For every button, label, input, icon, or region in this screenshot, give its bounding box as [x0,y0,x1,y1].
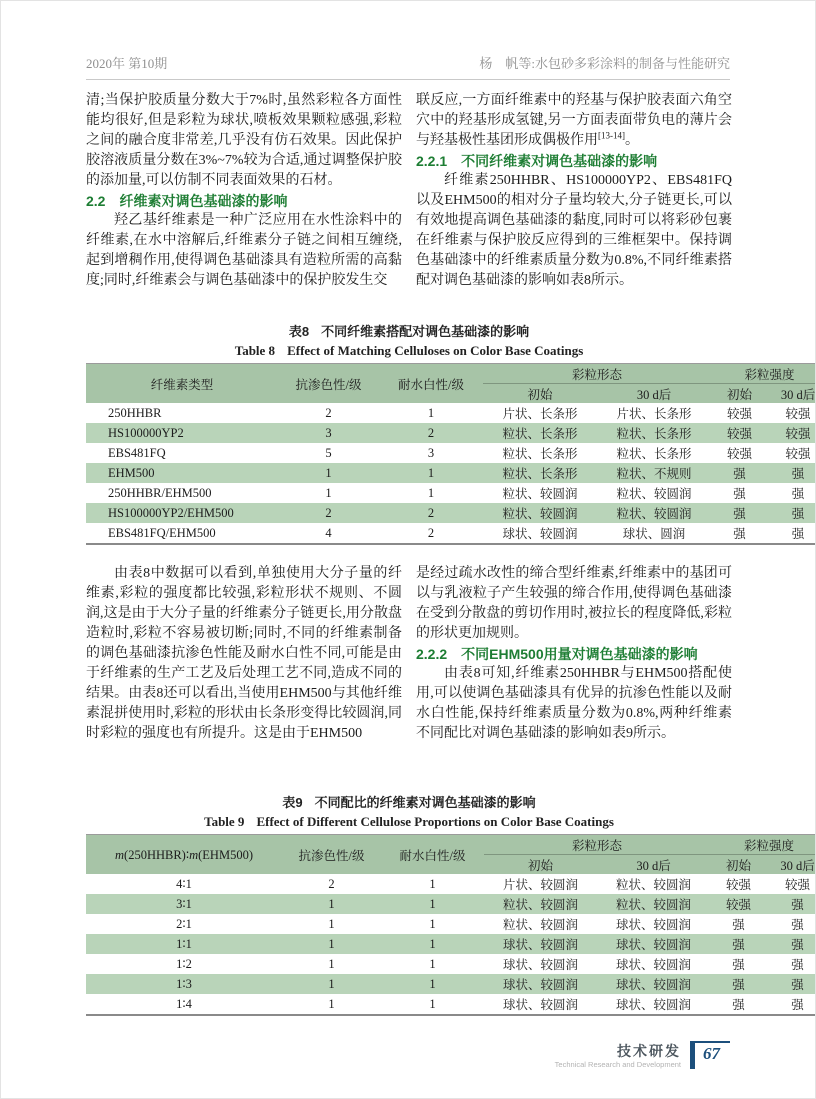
left-column [86,564,402,744]
table-cell: 5 [325,445,332,460]
table-cell: 1∶1 [86,934,282,954]
table-row [86,443,816,463]
table-cell: 粒状、长条形 [483,423,597,443]
table-cell: 粒状、长条形 [483,463,597,483]
table8-title-en [86,341,732,361]
paragraph: 是经过疏水改性的缔合型纤维素,纤维素中的基团可以与乳液粒子产生较强的缔合作用,使得调色基础漆在受到分散盘的剪切作用时,被拉长的程度降低,彩粒的形状更加规则。 [416,566,732,641]
table-cell: 球状、较圆润 [597,974,710,994]
table-cell: 强 [733,527,746,541]
running-title: 杨 帆等:水包砂多彩涂料的制备与性能研究 [479,56,730,71]
table-cell: 1 [282,974,381,994]
table-cell: 2 [379,503,483,523]
table8-block [86,323,816,545]
group-header-particle-strength: 彩粒强度 [711,364,816,384]
table8-caption-en: Effect of Matching Celluloses on Color Base Coatings [287,343,584,358]
table-cell: 较强 [727,447,753,461]
paragraph: 由表8中数据可以看到,单独使用大分子量的纤维素,彩粒的强度都比较强,彩粒形状不规则、不圆润,这是由于大分子量的纤维素分子链更长,用分散盘造粒时,彩粒不容易被切断;同时,不同的纤维素制备的调色基础漆抗渗色性能及耐水白性不同,可能是由于纤维素的生产工艺及后处理工艺不同,造成不同的结果。由表8还可以看出,当使用EHM500与其他纤维素混拼使用时,彩粒的形状由长条形变得比较圆润,同时彩粒的强度也有所提升。这是由于EHM500 [86,566,402,741]
table-cell: 球状、较圆润 [502,958,578,972]
ratio-symbol-m: m [189,847,199,862]
table-cell: 较强 [727,407,753,421]
page-footer [555,1041,730,1070]
mid-text-block [86,564,732,744]
table-row [86,403,816,423]
table-cell: 2 [328,876,335,891]
table-row [86,954,816,974]
table-cell: 强 [710,974,767,994]
section-name-en: Technical Research and Development [554,1060,681,1069]
ratio-text: (250HHBR)∶ [124,847,190,862]
table-cell: 强 [767,934,816,954]
table-cell: 球状、较圆润 [484,974,597,994]
table-cell: 强 [732,918,745,932]
table-cell: 1∶2 [176,957,192,971]
col-header-stain-resistance: 抗渗色性/级 [278,364,379,404]
table-cell: 强 [711,503,768,523]
table-cell: 较强 [710,894,767,914]
table-cell: 2 [427,525,435,540]
table-cell: 较强 [785,447,811,461]
table-cell: 1∶4 [176,997,192,1011]
table-cell: 2 [278,503,379,523]
table-row [86,463,816,483]
section-name-cn: 技术研发 [617,1043,681,1059]
table-cell: 较强 [785,407,811,421]
table-cell: 球状、圆润 [622,527,686,541]
table-cell: HS100000YP2 [86,423,278,443]
table8-header [86,364,816,404]
table-cell: 1 [427,485,435,500]
table-cell: 强 [732,998,745,1012]
table-cell: 1 [282,934,381,954]
issue-label: 2020年 第10期 [86,56,168,71]
table-cell: 粒状、较圆润 [502,918,578,932]
table-cell: EBS481FQ/EHM500 [108,525,216,540]
table-cell: 强 [768,503,816,523]
top-text-block [86,91,732,291]
table8-title-cn [86,323,732,341]
table-cell: 1 [381,974,484,994]
table-cell: 较强 [768,423,816,443]
table-cell: 强 [791,958,804,972]
table-cell: 强 [767,894,816,914]
table-cell: 粒状、较圆润 [597,503,711,523]
table-cell: 强 [767,974,816,994]
table-cell: 粒状、较圆润 [616,878,692,892]
table9-header [86,835,816,875]
table-cell: 强 [791,918,804,932]
table9-label-en: Table 9 [204,814,245,829]
table8-body [86,403,816,544]
col-header-stain-resistance: 抗渗色性/级 [282,835,381,875]
table-cell: 2 [379,423,483,443]
col-header-cellulose-type: 纤维素类型 [86,364,278,404]
table8-label-en: Table 8 [234,343,276,358]
table-cell: 片状、长条形 [502,407,578,421]
table-row [86,894,816,914]
left-column [86,91,402,291]
table8 [86,363,816,545]
table-cell: 1 [282,894,381,914]
sub-header-initial: 初始 [483,384,597,404]
section-heading-2-2-1 [416,151,732,171]
table-row [86,874,816,894]
paragraph: 羟乙基纤维素是一种广泛应用在水性涂料中的纤维素,在水中溶解后,纤维素分子链之间相互缠绕,起到增稠作用,使得调色基础漆具有造粒所需的高黏度;同时,纤维素会与调色基础漆中的保护胶发生交 [86,213,402,288]
table-cell: 强 [791,998,804,1012]
table-cell: 球状、较圆润 [616,998,692,1012]
heading-number: 2.2 [86,193,106,209]
table-cell: 粒状、长条形 [597,423,711,443]
table9-caption-en: Effect of Different Cellulose Proportions on Color Base Coatings [256,814,614,829]
citation-reference: [13-14] [598,130,625,141]
section-heading-2-2-2 [416,644,732,664]
table-cell: 1 [429,956,436,971]
table-cell: 1 [427,405,435,420]
heading-title: 不同纤维素对调色基础漆的影响 [461,153,658,169]
sub-header-30d: 30 d后 [597,855,710,875]
table-cell: 球状、较圆润 [597,934,710,954]
paragraph-text: 联反应,一方面纤维素中的羟基与保护胶表面六角空穴中的羟基形成氢键,另一方面表面带负电的薄片会与羟基极性基团形成偶极作用 [416,93,732,148]
table-cell: 强 [711,463,768,483]
table-cell: 1∶3 [86,974,282,994]
heading-number: 2.2.2 [416,646,448,662]
table-cell: 1 [429,876,436,891]
sub-header-30d: 30 d后 [768,384,816,404]
table-cell: EBS481FQ [108,445,166,460]
page-number: 67 [690,1041,730,1069]
table-cell: 粒状、较圆润 [616,487,692,501]
heading-number: 2.2.1 [416,153,448,169]
table-cell: 粒状、较圆润 [484,894,597,914]
table-cell: 粒状、较圆润 [597,894,710,914]
table8-caption-cn: 不同纤维素搭配对调色基础漆的影响 [321,324,530,339]
paragraph: 清;当保护胶质量分数大于7%时,虽然彩粒各方面性能均很好,但是彩粒为球状,喷板效果颗粒感强,彩粒之间的融合度非常差,几乎没有仿石效果。因此保护胶溶液质量分数在3%~7%较为合适,通过调整保护胶的添加量,可以仿制不同表面效果的石材。 [86,93,402,188]
table-cell: 1 [328,916,335,931]
running-header [86,53,730,80]
table-cell: 1 [429,916,436,931]
table-cell: 4 [325,525,332,540]
table-cell: 强 [768,463,816,483]
table-cell: 较强 [711,423,768,443]
table9-label-cn: 表9 [282,795,303,810]
table-row [86,994,816,1015]
table-cell: 1 [381,894,484,914]
table-cell: HS100000YP2/EHM500 [86,503,278,523]
table-cell: 球状、较圆润 [502,527,578,541]
table8-label-cn: 表8 [288,324,310,339]
table-cell: 2 [325,405,332,420]
table-cell: 球状、较圆润 [616,918,692,932]
table9-caption-cn: 不同配比的纤维素对调色基础漆的影响 [314,795,536,810]
group-header-particle-shape: 彩粒形态 [483,364,711,384]
table-cell: 粒状、较圆润 [483,503,597,523]
table-cell: 强 [732,958,745,972]
table-row [86,523,816,544]
table-cell: 1 [379,463,483,483]
table-cell: 250HHBR/EHM500 [108,485,212,500]
ratio-text: (EHM500) [198,847,253,862]
table-cell: 2∶1 [176,917,192,931]
table9-title-en [86,812,732,832]
group-header-particle-strength: 彩粒强度 [710,835,816,855]
table-cell: 粒状、长条形 [502,447,578,461]
table-row [86,483,816,503]
table-cell: 1 [328,956,335,971]
table-row [86,503,816,523]
table-row [86,934,816,954]
col-header-water-whitening: 耐水白性/级 [379,364,483,404]
table-cell: 片状、较圆润 [502,878,578,892]
table-cell: 250HHBR [108,405,162,420]
table-row [86,974,816,994]
table-cell: 球状、较圆润 [616,958,692,972]
table-cell: 球状、较圆润 [484,934,597,954]
table-cell: 1 [325,485,332,500]
paragraph: 纤维素250HHBR、HS100000YP2、EBS481FQ以及EHM500的相对分子量均较大,分子链更长,可以有效地提高调色基础漆的黏度,同时可以将彩砂包裹在纤维素与保护胶反应得到的三维框架中。保持调色基础漆中的纤维素质量分数为0.8%,不同纤维素搭配对调色基础漆的影响如表8所示。 [416,173,732,288]
paragraph-text: 。 [625,133,639,148]
table9-title-cn [86,794,732,812]
table-cell: 3∶1 [86,894,282,914]
right-column [416,564,732,744]
sub-header-30d: 30 d后 [597,384,711,404]
table-cell: 1 [429,996,436,1011]
sub-header-initial: 初始 [711,384,768,404]
col-header-water-whitening: 耐水白性/级 [381,835,484,875]
table-cell: 强 [710,934,767,954]
section-heading-2-2 [86,191,402,211]
heading-title: 不同EHM500用量对调色基础漆的影响 [461,646,698,662]
table-cell: 3 [278,423,379,443]
table-cell: 粒状、较圆润 [502,487,578,501]
table-row [86,423,816,443]
table-cell: 较强 [785,878,811,892]
table-cell: 1 [278,463,379,483]
table9-block [86,794,815,1016]
table-cell: 4∶1 [176,877,192,891]
table-cell: 1 [381,934,484,954]
sub-header-initial: 初始 [710,855,767,875]
table-cell: 强 [791,527,805,541]
paragraph [416,91,732,151]
table-cell: 强 [791,487,805,501]
heading-title: 纤维素对调色基础漆的影响 [119,193,288,209]
table-cell: EHM500 [86,463,278,483]
table-cell: 较强 [726,878,752,892]
sub-header-initial: 初始 [484,855,597,875]
table-cell: 1 [328,996,335,1011]
right-column [416,91,732,291]
table-row [86,914,816,934]
col-header-mass-ratio [86,835,282,875]
table-cell: 强 [733,487,746,501]
table9-body [86,874,816,1015]
table-cell: 球状、较圆润 [502,998,578,1012]
table-cell: 粒状、不规则 [597,463,711,483]
table-cell: 粒状、长条形 [616,447,692,461]
group-header-particle-shape: 彩粒形态 [484,835,710,855]
sub-header-30d: 30 d后 [767,855,816,875]
table9 [86,834,816,1016]
paragraph: 由表8可知,纤维素250HHBR与EHM500搭配使用,可以使调色基础漆具有优异的抗渗色性能以及耐水白性能,保持纤维素质量分数为0.8%,两种纤维素不同配比对调色基础漆的影响如表9所示。 [416,666,732,741]
footer-section [555,1041,681,1070]
table-cell: 3 [427,445,435,460]
table-cell: 片状、长条形 [616,407,692,421]
ratio-symbol-m: m [115,847,125,862]
